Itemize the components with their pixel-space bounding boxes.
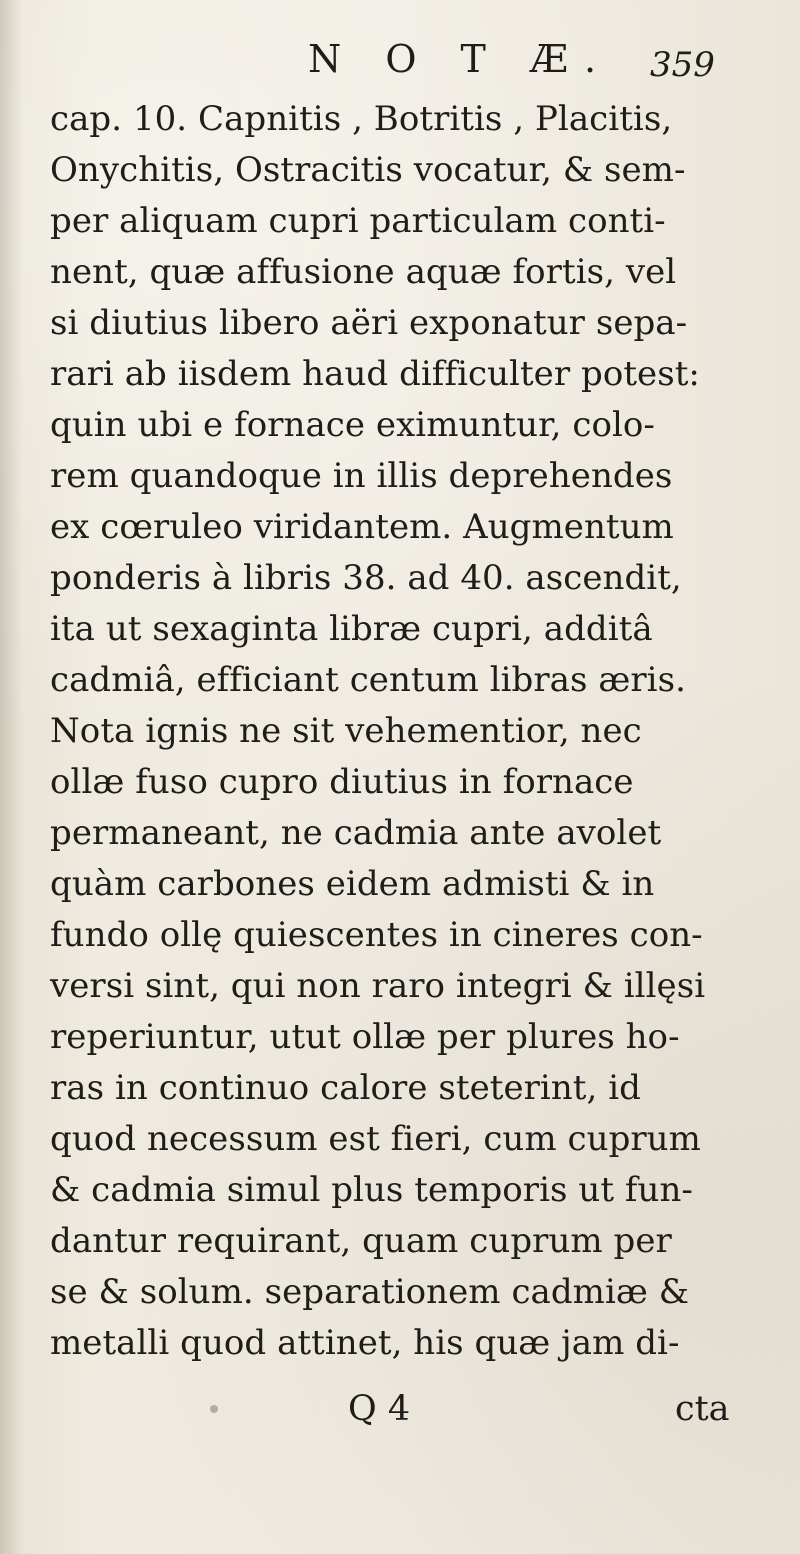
page-header	[0, 37, 800, 100]
text-line: quin ubi e fornace eximuntur, colo-	[50, 405, 655, 445]
body-text	[50, 95, 760, 1368]
text-line: & cadmia simul plus temporis ut fun-	[50, 1170, 693, 1210]
text-line: reperiuntur, utut ollæ per plures ho-	[50, 1017, 680, 1057]
text-line: ita ut sexaginta libræ cupri, additâ	[50, 609, 653, 649]
text-line: ponderis à libris 38. ad 40. ascendit,	[50, 558, 682, 598]
text-line: quàm carbones eidem admisti & in	[50, 864, 655, 904]
text-line: ras in continuo calore steterint, id	[50, 1068, 641, 1108]
text-line: versi sint, qui non raro integri & illęsi	[50, 966, 706, 1006]
catchword: cta	[675, 1389, 730, 1429]
text-line: per aliquam cupri particulam conti-	[50, 201, 666, 241]
text-line: ollæ fuso cupro diutius in fornace	[50, 762, 634, 802]
text-line: Nota ignis ne sit vehementior, nec	[50, 711, 642, 751]
text-line: metalli quod attinet, his quæ jam di-	[50, 1323, 680, 1363]
text-line: dantur requirant, quam cuprum per	[50, 1221, 672, 1261]
text-line: rari ab iisdem haud difficulter potest:	[50, 354, 700, 394]
text-line: quod necessum est fieri, cum cuprum	[50, 1119, 701, 1159]
page-number: 359	[650, 45, 715, 85]
text-line: ex cœruleo viridantem. Augmentum	[50, 507, 674, 547]
signature-mark: Q 4	[348, 1389, 411, 1429]
text-line: cadmiâ, efficiant centum libras æris.	[50, 660, 686, 700]
text-line: Onychitis, Ostracitis vocatur, & sem-	[50, 150, 686, 190]
text-line: permaneant, ne cadmia ante avolet	[50, 813, 662, 853]
text-line: fundo ollę quiescentes in cineres con-	[50, 915, 703, 955]
text-line: si diutius libero aëri exponatur sepa-	[50, 303, 688, 343]
page-footer	[0, 1389, 800, 1442]
text-line: cap. 10. Capnitis , Botritis , Placitis,	[50, 99, 673, 139]
gutter-shadow	[0, 0, 22, 1554]
ink-speck	[210, 1405, 218, 1413]
running-head: N O T Æ.	[308, 37, 613, 81]
text-line: rem quandoque in illis deprehendes	[50, 456, 673, 496]
text-line: nent, quæ affusione aquæ fortis, vel	[50, 252, 677, 292]
text-line: se & solum. separationem cadmiæ &	[50, 1272, 690, 1312]
